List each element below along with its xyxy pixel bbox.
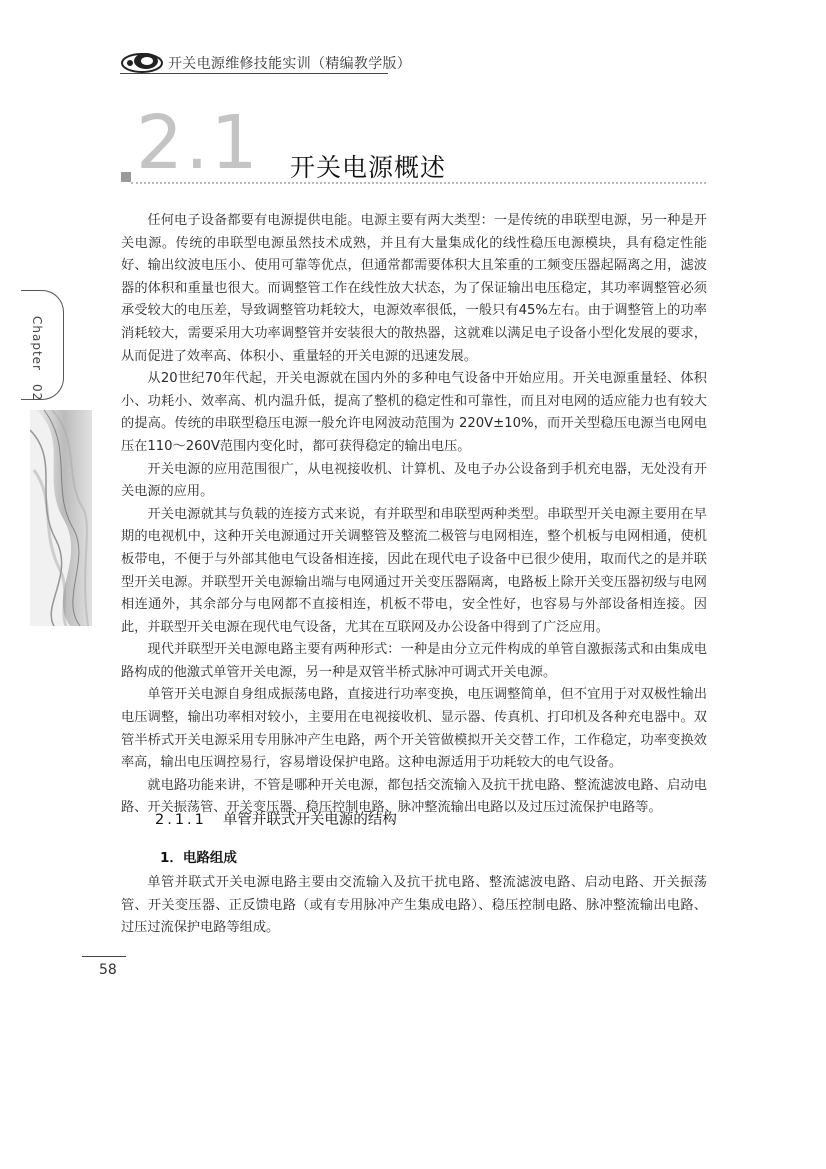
publisher-logo-icon (120, 50, 164, 74)
paragraph: 开关电源的应用范围很广，从电视接收机、计算机、及电子办公设备到手机充电器，无处没有开关电源的应用。 (121, 461, 707, 500)
paragraph: 单管并联式开关电源电路主要由交流输入及抗干扰电路、整流滤波电路、启动电路、开关振荡管、开关变压器、正反馈电路（或有专用脉冲产生集成电路）、稳压控制电路、脉冲整流输出电路、过压过流保护电路等组成。 (121, 875, 707, 936)
subsection-heading (155, 808, 397, 829)
subsection-title: 单管并联式开关电源的结构 (222, 812, 397, 828)
paragraph: 任何电子设备都要有电源提供电能。电源主要有两大类型：一是传统的串联型电源，另一种是开关电源。传统的串联型电源虽然技术成熟，并且有大量集成化的线性稳压电源模块，具有稳定性能好、输出纹波电压小、使用可靠等优点，但通常都需要体积大且笨重的工频变压器起隔离之用，滤波器的体积和重量也很大。而调整管工作在线性放大状态，为了保证输出电压稳定，其功率调整管必须承受较大的电压差，导致调整管功耗较大，电源效率很低，一般只有45%左右。由于调整管上的功率消耗较大，需要采用大功率调整管并安装很大的散热器，这就难以满足电子设备小型化发展的要求，从而促进了效率高、体积小、重量轻的开关电源的迅速发展。 (121, 213, 707, 364)
header-rule (120, 73, 388, 74)
item-heading: 1．电路组成 (160, 850, 237, 866)
paragraph: 就电路功能来讲，不管是哪种开关电源，都包括交流输入及抗干扰电路、整流滤波电路、启动电路、开关振荡管、开关变压器、稳压控制电路、脉冲整流输出电路以及过压过流保护电路等。 (121, 777, 707, 816)
section-dotted-rule (131, 182, 706, 184)
paragraph: 开关电源就其与负载的连接方式来说，有并联型和串联型两种类型。串联型开关电源主要用在早期的电视机中，这种开关电源通过开关调整管及整流二极管与电网相连，整个机板与电网相通，使机板带电，不便于与外部其他电气设备相连接，因此在现代电子设备中已很少使用，取而代之的是并联型开关电源。并联型开关电源输出端与电网通过开关变压器隔离，电路板上除开关变压器初级与电网相连通外，其余部分与电网都不直接相连，机板不带电，安全性好，也容易与外部设备相连接。因此，并联型开关电源在现代电气设备，尤其在互联网及办公设备中得到了广泛应用。 (121, 506, 707, 635)
decorative-swirl-icon (30, 410, 92, 626)
item-body-text (121, 872, 707, 940)
section-square-mark (121, 172, 131, 182)
footer-rule (82, 956, 126, 957)
chapter-tab-label: Chapter 02 (30, 316, 44, 402)
body-text (121, 210, 707, 820)
paragraph: 现代并联型开关电源电路主要有两种形式：一种是由分立元件构成的单管自激振荡式和由集成电路构成的他激式单管开关电源，另一种是双管半桥式脉冲可调式开关电源。 (121, 642, 707, 680)
section-number: 2.1 (136, 100, 260, 186)
paragraph: 单管开关电源自身组成振荡电路，直接进行功率变换，电压调整简单，但不宜用于对双极性输出电压调整，输出功率相对较小，主要用在电视接收机、显示器、传真机、打印机及各种充电器中。双管半桥式开关电源采用专用脉冲产生电路，两个开关管做模拟开关交替工作，工作稳定，功率变换效率高，输出电压调控易行，容易增设保护电路。这种电源适用于功耗较大的电气设备。 (121, 687, 707, 771)
running-header-title: 开关电源维修技能实训（精编教学版） (168, 56, 412, 72)
paragraph: 从20世纪70年代起，开关电源就在国内外的多种电气设备中开始应用。开关电源重量轻、体积小、功耗小、效率高、机内温升低，提高了整机的稳定性和可靠性，而且对电网的适应能力也有较大的提高。传统的串联型稳压电源一般允许电网波动范围为 220V±10%，而开关型稳压电源当电网电压在110～260V范围内变化时，都可获得稳定的输出电压。 (121, 371, 707, 454)
subsection-number: 2.1.1 (155, 812, 207, 828)
section-title: 开关电源概述 (290, 153, 447, 182)
page-number: 58 (99, 962, 117, 978)
